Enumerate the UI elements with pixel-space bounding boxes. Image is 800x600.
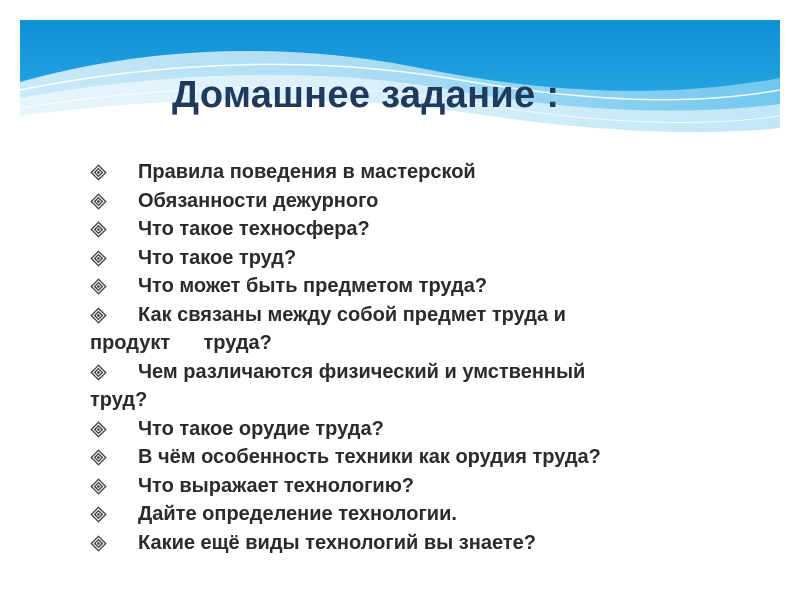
diamond-knot-icon: [90, 364, 107, 381]
list-item: [90, 187, 780, 216]
diamond-knot-icon: [90, 421, 107, 438]
diamond-knot-icon: [90, 478, 107, 495]
list-item-text: Дайте определение технологии.: [138, 503, 457, 525]
diamond-knot-icon: [90, 535, 107, 552]
list-item: [90, 244, 780, 273]
list-item-text: В чём особенность техники как орудия труда?: [138, 446, 601, 468]
list-item-text: Обязанности дежурного: [138, 189, 379, 212]
diamond-knot-icon: [90, 164, 107, 181]
diamond-knot-icon: [90, 250, 107, 267]
list-item-text: Что такое орудие труда?: [138, 417, 384, 440]
diamond-knot-icon: [90, 221, 107, 238]
list-item-text: Как связаны между собой предмет труда и: [138, 303, 566, 326]
list-item: [90, 215, 780, 244]
slide-title: Домашнее задание :: [172, 74, 560, 116]
diamond-knot-icon: [90, 449, 107, 466]
list-item-text: Что такое техносфера?: [138, 218, 370, 240]
list-item: [90, 529, 780, 558]
diamond-knot-icon: [90, 278, 107, 295]
list-item: [90, 158, 780, 187]
list-item-text: Что может быть предметом труда?: [138, 275, 488, 297]
list-item-text: Что такое труд?: [138, 246, 297, 269]
list-item-text: Какие ещё виды технологий вы знаете?: [138, 531, 536, 554]
list-item-text: Что выражает технологию?: [138, 474, 414, 497]
list-item: [90, 358, 780, 415]
diamond-knot-icon: [90, 193, 107, 210]
list-item: [90, 500, 780, 529]
list-item: [90, 301, 780, 358]
list-item-continuation: продукт труда?: [90, 332, 272, 354]
list-item: [90, 272, 780, 301]
list-item-text: Правила поведения в мастерской: [138, 161, 476, 183]
list-item: [90, 472, 780, 501]
homework-list: [90, 158, 780, 557]
list-item-text: Чем различаются физический и умственный: [138, 360, 586, 383]
list-item: [90, 443, 780, 472]
list-item: [90, 415, 780, 444]
diamond-knot-icon: [90, 307, 107, 324]
list-item-continuation: труд?: [90, 389, 148, 411]
diamond-knot-icon: [90, 506, 107, 523]
